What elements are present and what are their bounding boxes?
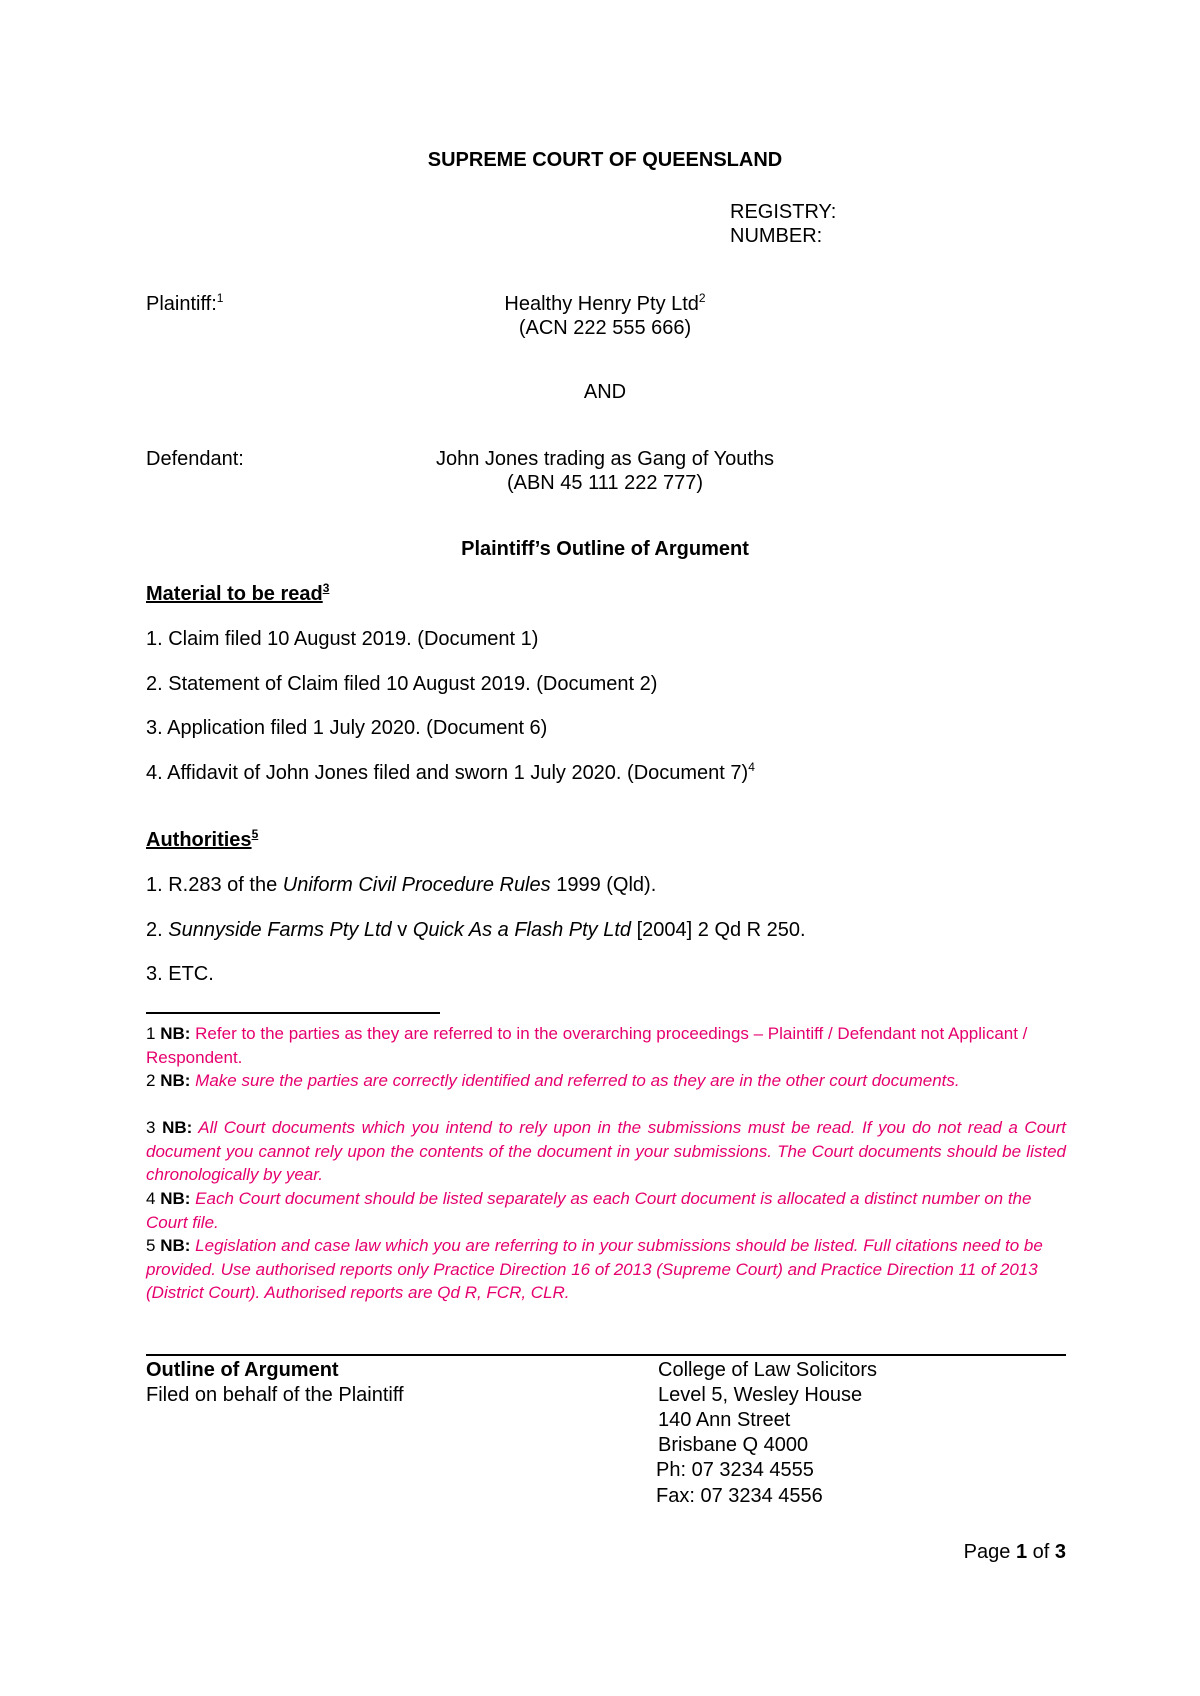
footnote-ref: 3: [322, 581, 330, 595]
footnote-ref: 4: [748, 760, 755, 774]
material-item: 2. Statement of Claim filed 10 August 2019. (Document 2): [146, 673, 658, 695]
material-heading: Material to be read$^3$: [146, 581, 330, 605]
firm-name: College of Law Solicitors: [658, 1359, 877, 1381]
footnote-2: 2 NB: Make sure the parties are correctly identified and referred to as they are in the other court documents.: [146, 1071, 960, 1090]
footnote-1: 1 NB: Refer to the parties as they are referred to in the overarching proceedings – Plaintiff / Defendant not Applicant / Respondent.: [146, 1024, 1028, 1067]
plaintiff-name: Healthy Henry Pty Ltd$^2$: [504, 291, 706, 315]
number-label: NUMBER:: [730, 225, 823, 247]
plaintiff-label: Plaintiff:$^1$: [146, 291, 224, 315]
court-title: SUPREME COURT OF QUEENSLAND: [427, 149, 783, 171]
authority-item: 1. R.283 of the Uniform Civil Procedure Rules 1999 (Qld).: [146, 874, 657, 896]
footnote-3: 3 NB: All Court documents which you intend to rely upon in the submissions must be read. If you do not read a Court document you cannot rely upon the contents of the document in your submissions. The Court documents should be listed chronologically by year.: [146, 1118, 1066, 1184]
and-separator: AND: [583, 381, 627, 403]
defendant-label: Defendant:: [146, 448, 244, 470]
address-line: Brisbane Q 4000: [658, 1434, 809, 1456]
material-item: 4. Affidavit of John Jones filed and sworn 1 July 2020. (Document 7)$^4$: [146, 760, 755, 784]
footnote-5: 5 NB: Legislation and case law which you are referring to in your submissions should be listed. Full citations need to be provided. Use authorised reports only Practice Direction 16 of 2013 (Supreme Court) and Practice Direction 11 of 2013 (District Court). Authorised reports are Qd R, FCR, CLR.: [146, 1236, 1043, 1302]
footnote-ref: 5: [251, 827, 259, 841]
phone: Ph: 07 3234 4555: [656, 1459, 814, 1481]
authority-item: 3. ETC.: [146, 963, 214, 985]
footnote-ref: 2: [698, 291, 706, 305]
page-indicator: Page 1 of 3: [963, 1541, 1066, 1563]
footnote-ref: 1: [216, 291, 224, 305]
footnote-4: 4 NB: Each Court document should be listed separately as each Court document is allocated a distinct number on the Court file.: [146, 1189, 1032, 1232]
footer-filed: Filed on behalf of the Plaintiff: [146, 1384, 404, 1406]
material-item: 3. Application filed 1 July 2020. (Document 6): [146, 717, 548, 739]
material-item: 1. Claim filed 10 August 2019. (Document 1): [146, 628, 539, 650]
defendant-name: John Jones trading as Gang of Youths: [435, 448, 775, 470]
address-line: Level 5, Wesley House: [658, 1384, 863, 1406]
footnote-separator: [146, 1012, 440, 1014]
footer-divider: [146, 1354, 1066, 1356]
registry-label: REGISTRY:: [730, 201, 837, 223]
defendant-abn: (ABN 45 111 222 777): [506, 472, 704, 494]
footer-title: Outline of Argument: [146, 1359, 339, 1381]
fax: Fax: 07 3234 4556: [656, 1485, 823, 1507]
address-line: 140 Ann Street: [658, 1409, 791, 1431]
authorities-heading: Authorities$^5$: [146, 827, 259, 851]
authority-item: 2. Sunnyside Farms Pty Ltd v Quick As a Flash Pty Ltd [2004] 2 Qd R 250.: [146, 919, 806, 941]
plaintiff-acn: (ACN 222 555 666): [518, 317, 692, 339]
document-title: Plaintiff’s Outline of Argument: [461, 538, 749, 560]
